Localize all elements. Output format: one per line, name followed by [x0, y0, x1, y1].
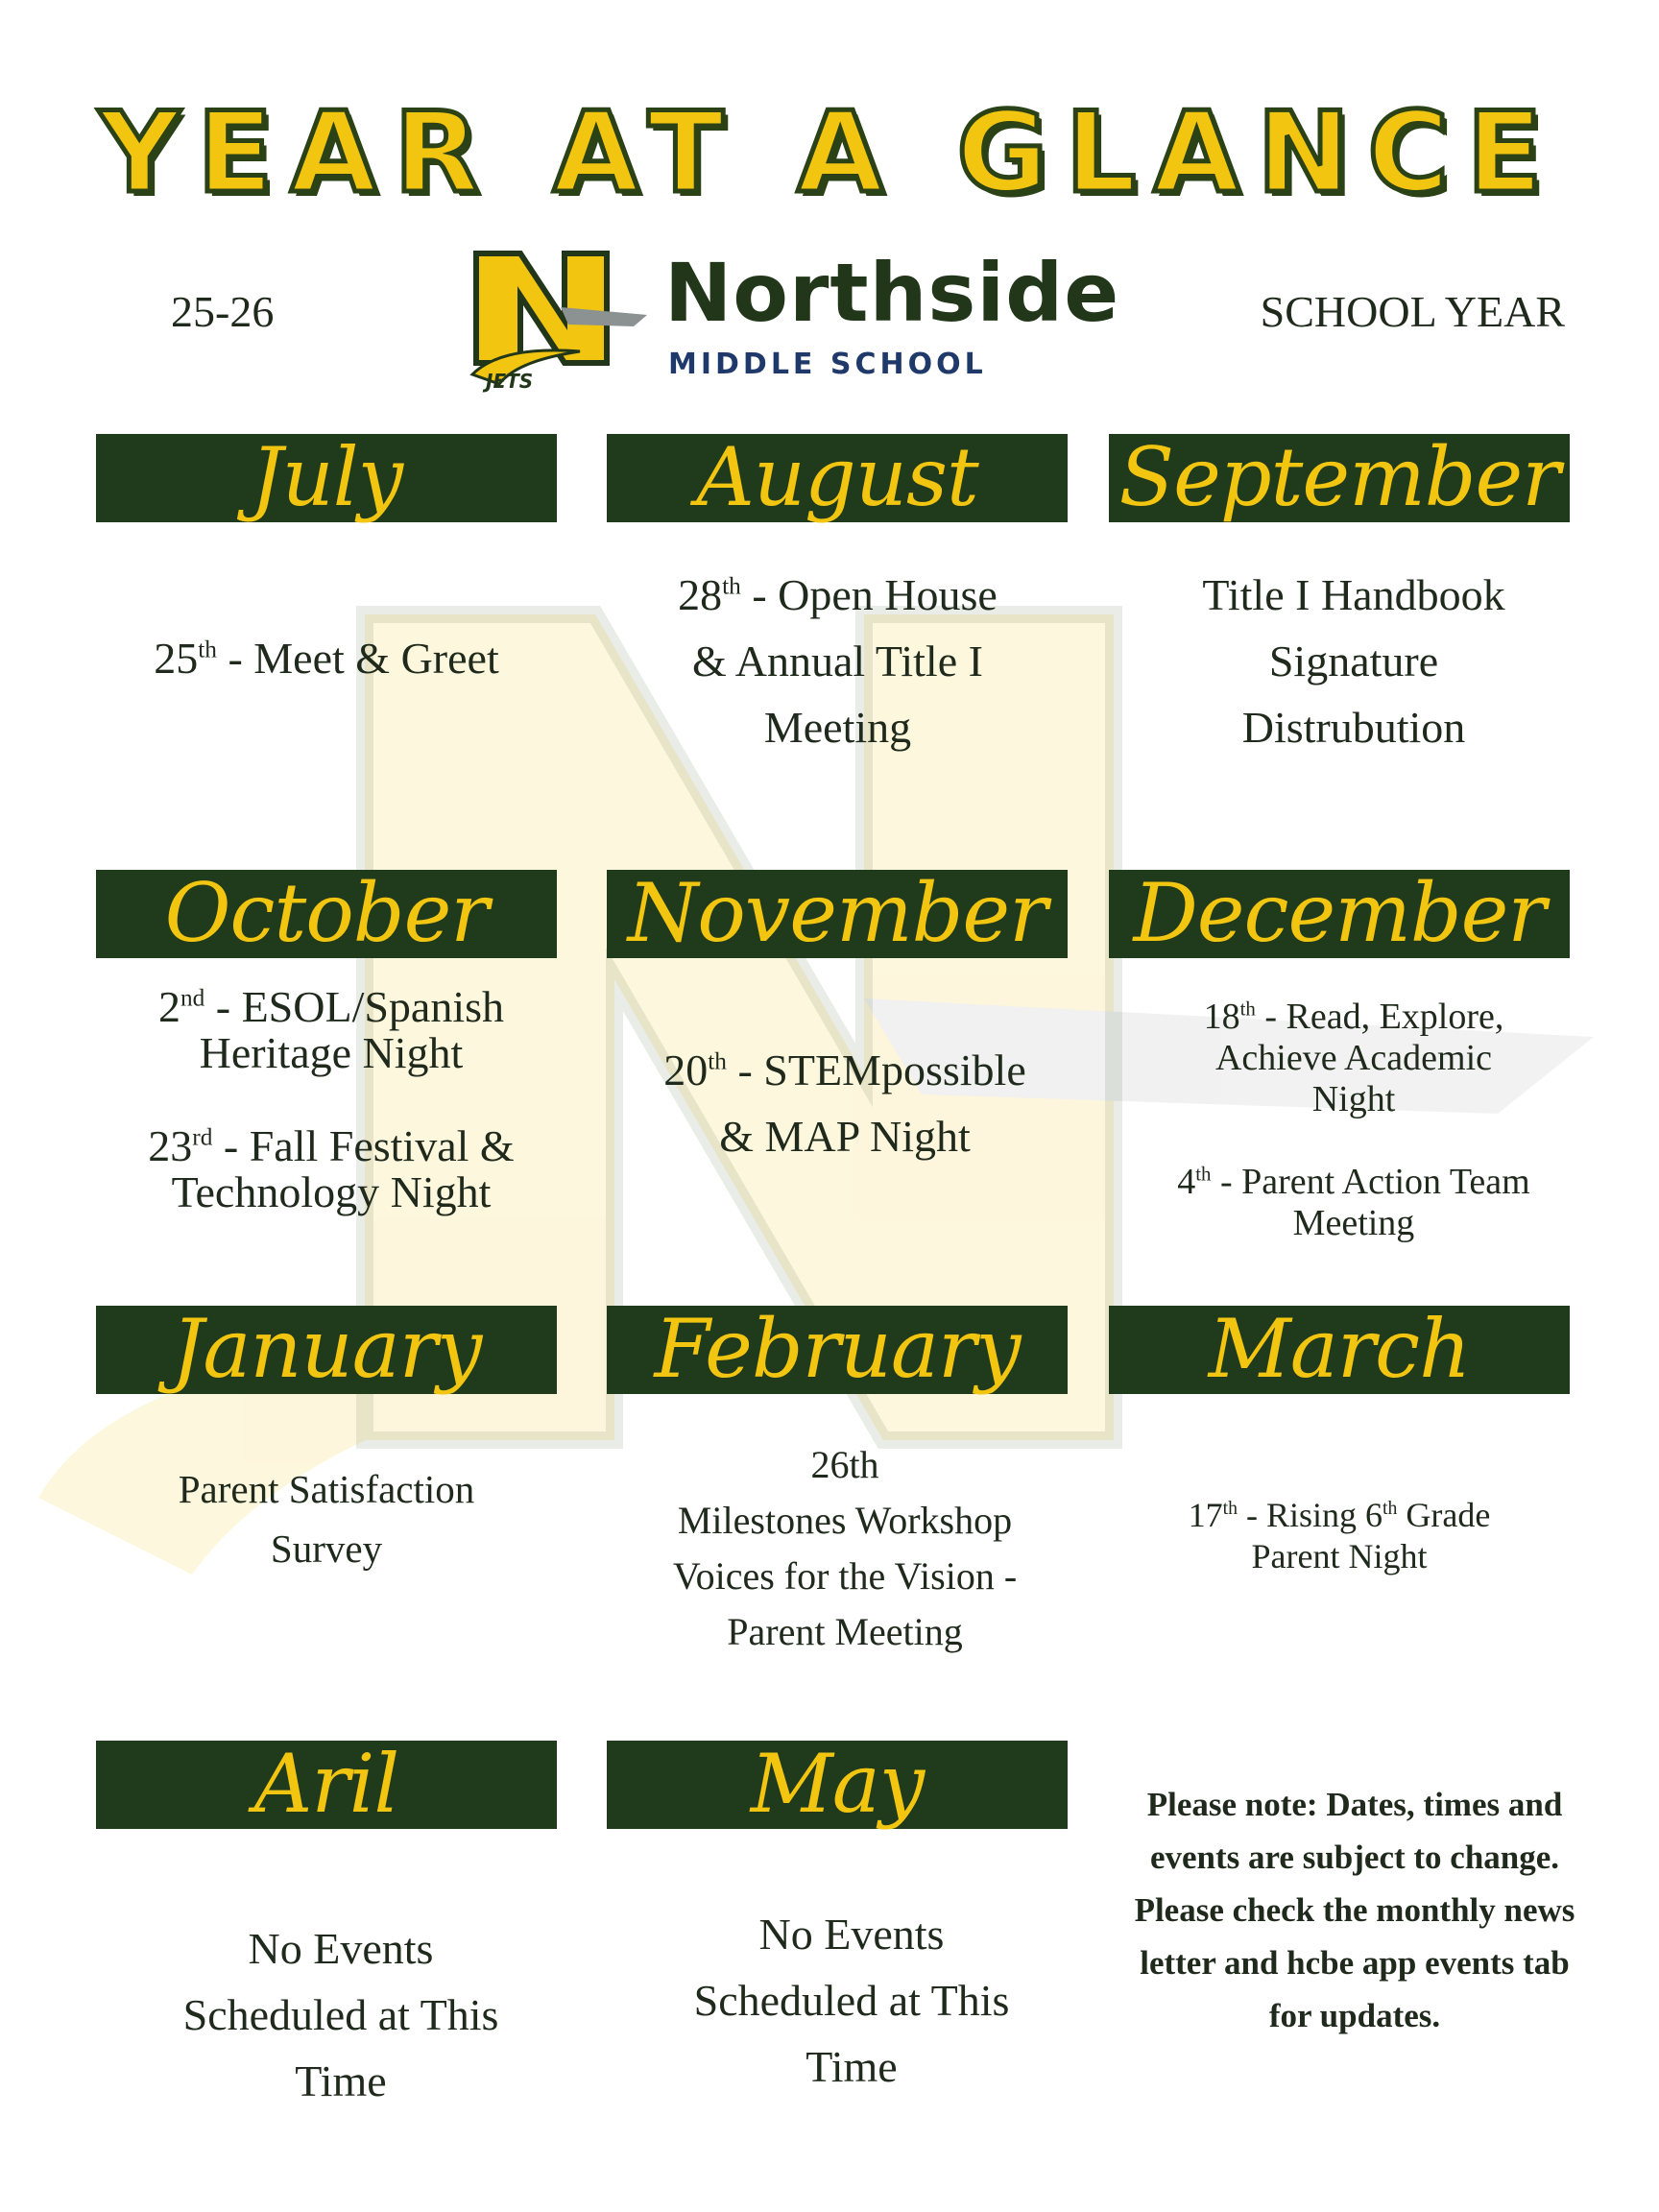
event-december-parent-action: 4th - Parent Action Team Meeting: [1177, 1162, 1530, 1243]
event-may: No Events Scheduled at This Time: [693, 1910, 1010, 2091]
jets-emblem-icon: [465, 240, 657, 394]
event-july: 25th - Meet & Greet: [154, 634, 499, 683]
month-label-october: October: [164, 866, 489, 960]
school-year-label: SCHOOL YEAR: [1260, 287, 1565, 336]
svg-text:JETS: JETS: [486, 370, 534, 393]
school-name: Northside: [664, 246, 1120, 340]
event-september: Title I Handbook Signature Distrubution: [1202, 570, 1505, 752]
month-label-august: August: [696, 430, 978, 524]
event-october-fall-festival: 23rd - Fall Festival & Technology Night: [148, 1121, 515, 1216]
event-december-read: 18th - Read, Explore, Achieve Academic Night: [1203, 997, 1504, 1119]
month-label-january: January: [171, 1302, 482, 1396]
month-label-february: February: [654, 1302, 1021, 1396]
month-label-april: Aril: [253, 1737, 399, 1831]
month-label-september: September: [1118, 430, 1560, 524]
school-year-start: 25-26: [171, 287, 275, 336]
event-january: Parent Satisfaction Survey: [178, 1467, 475, 1571]
disclaimer-note: Please note: Dates, times and events are subject to change. Please check the monthly news letter and hcbe app events tab for updates.: [1134, 1786, 1575, 2034]
event-april: No Events Scheduled at This Time: [182, 1924, 499, 2105]
northside-logo: [465, 240, 1156, 394]
event-october-esol: 2nd - ESOL/Spanish Heritage Night: [157, 982, 505, 1077]
page-title: YEAR AT A GLANCE: [99, 88, 1560, 218]
school-subtitle: MIDDLE SCHOOL: [668, 348, 987, 381]
event-august: 28th - Open House & Annual Title I Meeting: [678, 570, 998, 752]
event-february: 26th Milestones Workshop Voices for the Vision - Parent Meeting: [672, 1443, 1018, 1653]
month-label-july: July: [250, 430, 403, 524]
month-label-december: December: [1133, 866, 1546, 960]
event-march: 17th - Rising 6th Grade Parent Night: [1188, 1496, 1491, 1575]
event-november: 20th - STEMpossible & MAP Night: [663, 1046, 1026, 1161]
month-label-november: November: [627, 866, 1047, 960]
month-label-may: May: [750, 1737, 925, 1831]
month-label-march: March: [1208, 1302, 1471, 1396]
